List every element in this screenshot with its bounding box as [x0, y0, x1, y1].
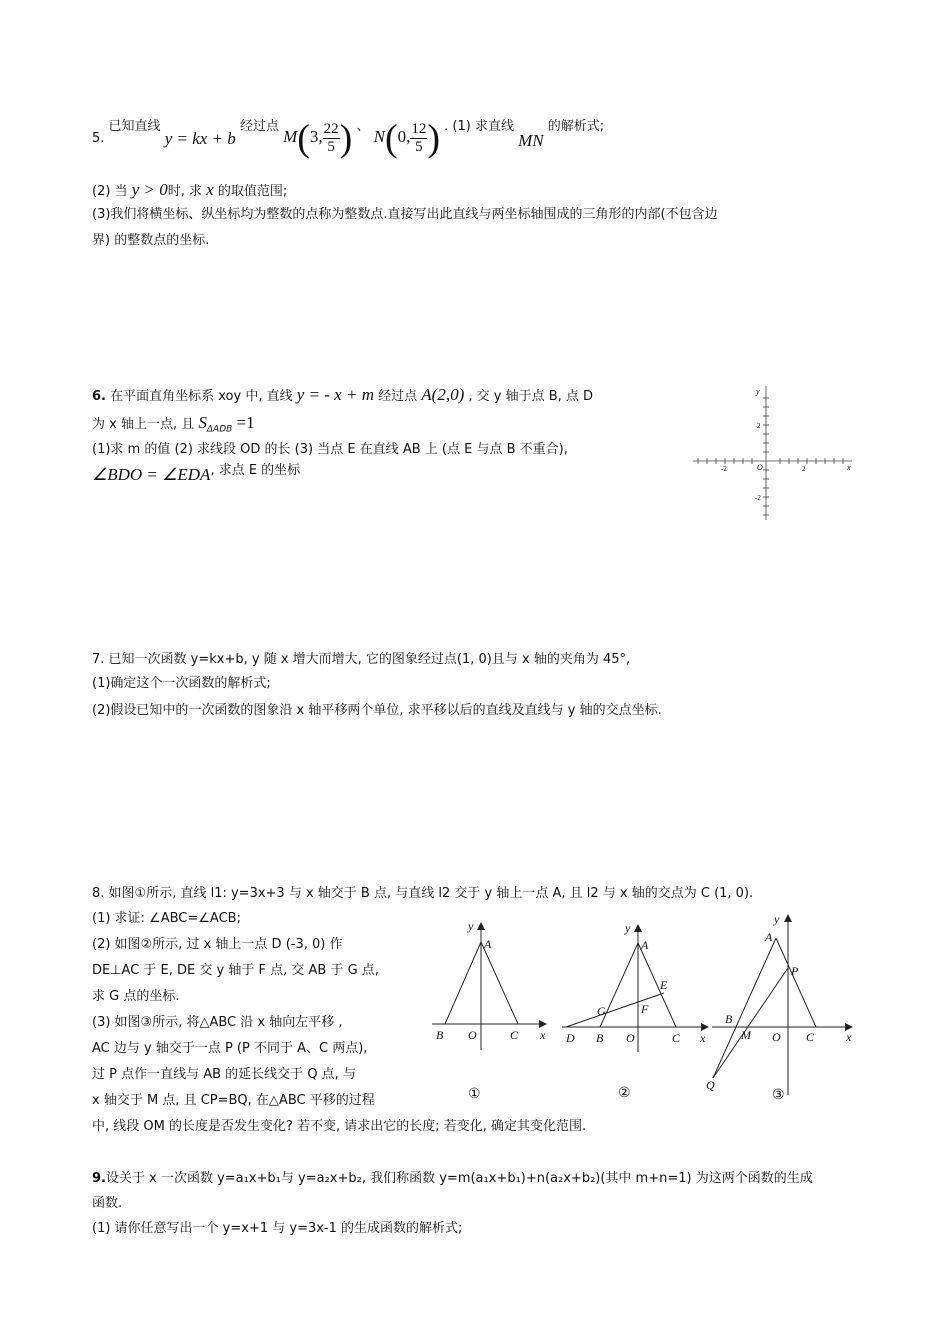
fig2-label-a: A	[641, 938, 649, 952]
fig3-label-p: P	[791, 964, 799, 978]
q8-part2-line3: 求 G 点的坐标.	[92, 989, 180, 1004]
q5-point-n: N	[373, 127, 385, 146]
fig1-label-b: B	[436, 1028, 444, 1042]
q5-n-denominator: 5	[415, 139, 423, 155]
q5-comma: ,	[406, 127, 411, 146]
fig3-side-ac	[776, 938, 816, 1027]
q7-line2: (1)确定这个一次函数的解析式;	[92, 676, 271, 691]
fig1-label-a: A	[484, 937, 492, 951]
q5-m-denominator: 5	[327, 139, 335, 155]
fig3-label-a: A	[765, 930, 773, 944]
q8-part2-line2: DE⊥AC 于 E, DE 交 y 轴于 F 点, 交 AB 于 G 点,	[92, 963, 379, 978]
fig2-side-ab	[600, 943, 638, 1027]
q6-angle-equation: ∠BDO = ∠EDA	[92, 465, 211, 484]
q5-text-1: 已知直线	[108, 119, 161, 134]
q7-line3: (2)假设已知中的一次函数的图象沿 x 轴平移两个单位, 求平移以后的直线及直线与 y 轴的交点坐标.	[92, 703, 662, 718]
q5-part2-text-c: 的取值范围;	[217, 184, 288, 199]
q5-m-x: 3	[309, 127, 319, 146]
fig1-label-x: x	[540, 1028, 546, 1042]
q6-line2-text: 为 x 轴上一点, 且	[92, 417, 195, 432]
fig2-line-de	[566, 993, 664, 1027]
q8-part1: (1) 求证: ∠ABC=∠ACB;	[92, 911, 241, 926]
q6-line4-text: , 求点 E 的坐标	[210, 463, 301, 478]
q5-line1	[92, 112, 604, 162]
q9-number: 9.	[92, 1171, 106, 1186]
fig3-label-b: B	[725, 1012, 733, 1026]
q5-equation: y = kx + b	[164, 129, 236, 148]
q5-n-x: 0	[397, 127, 407, 146]
q8-line1: 8. 如图①所示, 直线 l1: y=3x+3 与 x 轴交于 B 点, 与直线 l2 交于 y 轴上一点 A, 且 l2 与 x 轴的交点为 C (1, 0).	[92, 886, 754, 901]
q5-number: 5.	[92, 131, 105, 146]
fig2-label-g: G	[597, 1004, 606, 1018]
fig2-label-d: D	[566, 1031, 575, 1045]
fig3-label-o: O	[772, 1030, 781, 1044]
q6-area-value: =1	[232, 413, 255, 432]
q6-text-2: 经过点	[378, 389, 418, 404]
q8-part3-line2: AC 边与 y 轴交于一点 P (P 不同于 A、C 两点),	[92, 1041, 368, 1056]
q6-tick-x-pos: 2	[802, 465, 806, 473]
fig1-label-y: y	[468, 919, 474, 933]
q5-part2-x: x	[206, 180, 214, 199]
q7-line1: 7. 已知一次函数 y=kx+b, y 随 x 增大而增大, 它的图象经过点(1, 0)且与 x 轴的夹角为 45°,	[92, 652, 631, 667]
q8-part3-line1: (3) 如图③所示, 将△ABC 沿 x 轴向左平移 ,	[92, 1015, 343, 1030]
q5-part2-text-a: (2) 当	[92, 184, 128, 199]
fig3-label-y: y	[774, 912, 780, 926]
fig2-label-o: O	[626, 1031, 635, 1045]
fig2-label-f: F	[641, 1002, 649, 1016]
q6-y-label: y	[756, 387, 760, 396]
q5-m-fraction	[323, 121, 340, 156]
q8-figure-2	[562, 925, 708, 1052]
fig1-side-ac	[481, 942, 518, 1024]
fig2-label-y: y	[625, 921, 631, 935]
q5-text-3: . (1) 求直线	[444, 119, 514, 134]
q6-origin-label: O	[757, 463, 763, 472]
fig1-caption: ①	[468, 1087, 481, 1102]
q5-separator: 、	[356, 119, 370, 134]
q6-point-a: A(2,0)	[421, 385, 465, 404]
q5-paren: )	[339, 117, 353, 160]
q6-x-label: x	[847, 463, 851, 472]
fig2-label-x: x	[700, 1031, 706, 1045]
q5-n-numerator: 12	[411, 121, 427, 137]
q6-line2	[92, 414, 255, 439]
q6-coordinate-grid	[690, 380, 860, 522]
q6-area-subscript: ΔADB	[206, 424, 233, 435]
q6-line3: (1)求 m 的值 (2) 求线段 OD 的长 (3) 当点 E 在直线 AB 上 (点 E 与点 B 不重合),	[92, 442, 568, 457]
q5-paren: (	[384, 117, 398, 160]
q5-text-4: 的解析式;	[547, 119, 605, 134]
q8-figure-3	[712, 915, 852, 1095]
q5-paren: (	[297, 117, 310, 160]
q6-text-1: 在平面直角坐标系 xoy 中, 直线	[110, 389, 293, 404]
fig3-side-ab-extended	[713, 938, 776, 1078]
q5-n-fraction	[410, 121, 427, 156]
q5-comma: ,	[318, 127, 323, 146]
q6-number: 6.	[92, 389, 106, 404]
q5-paren: )	[427, 117, 441, 160]
q6-line1	[92, 386, 593, 406]
q5-part2-condition: y > 0	[131, 180, 168, 199]
q5-m-numerator: 22	[323, 121, 339, 137]
q5-part2	[92, 181, 287, 201]
q6-tick-y-neg: -2	[755, 494, 761, 502]
q8-part3-line5: 中, 线段 OM 的长度是否发生变化? 若不变, 请求出它的长度; 若变化, 确定其变化范围.	[92, 1119, 587, 1134]
q8-figure-1-labels	[436, 919, 546, 1102]
fig3-label-q: Q	[706, 1078, 715, 1092]
q9-line1	[92, 1170, 813, 1188]
q8-figures	[420, 905, 870, 1110]
q8-part2-line1: (2) 如图②所示, 过 x 轴上一点 D (-3, 0) 作	[92, 937, 343, 952]
fig3-caption: ③	[772, 1088, 785, 1103]
fig3-label-c: C	[806, 1030, 815, 1044]
q6-line4	[92, 463, 301, 486]
q5-point-m: M	[283, 127, 298, 146]
fig2-label-c: C	[672, 1031, 681, 1045]
fig2-caption: ②	[618, 1086, 631, 1101]
q5-line-mn: MN	[518, 131, 544, 150]
q5-part3-line2: 界) 的整数点的坐标.	[92, 233, 210, 248]
q6-text-3: , 交 y 轴于点 B, 点 D	[468, 389, 594, 404]
q5-part3-line1: (3)我们将横坐标、纵坐标均为整数的点称为整数点.直接写出此直线与两坐标轴围成的三角形的内部(不包含边	[92, 207, 718, 222]
q8-part3-line4: x 轴交于 M 点, 且 CP=BQ, 在△ABC 平移的过程	[92, 1093, 375, 1108]
q6-tick-y-pos: 2	[757, 422, 761, 430]
fig2-label-e: E	[660, 978, 668, 992]
fig2-label-b: B	[596, 1031, 604, 1045]
q9-line2: 函数.	[92, 1196, 123, 1211]
q6-area-s: S	[198, 413, 207, 432]
q9-line1-text: 设关于 x 一次函数 y=a₁x+b₁与 y=a₂x+b₂, 我们称函数 y=m(a₁x+b₁)+n(a₂x+b₂)(其中 m+n=1) 为这两个函数的生成	[105, 1171, 813, 1186]
fig1-label-c: C	[510, 1028, 519, 1042]
q5-part2-text-b: 时, 求	[167, 184, 202, 199]
q5-text-2: 经过点	[239, 119, 279, 134]
fig1-side-ab	[445, 942, 481, 1024]
fig3-label-m: M	[741, 1028, 751, 1042]
q8-figure-3-labels	[706, 912, 852, 1103]
q9-line3: (1) 请你任意写出一个 y=x+1 与 y=3x-1 的生成函数的解析式;	[92, 1221, 463, 1236]
q6-tick-x-neg: -2	[721, 465, 727, 473]
fig1-label-o: O	[468, 1028, 477, 1042]
fig3-label-x: x	[846, 1030, 852, 1044]
q6-equation: y = - x + m	[296, 385, 374, 404]
q8-part3-line3: 过 P 点作一直线与 AB 的延长线交于 Q 点, 与	[92, 1067, 356, 1082]
